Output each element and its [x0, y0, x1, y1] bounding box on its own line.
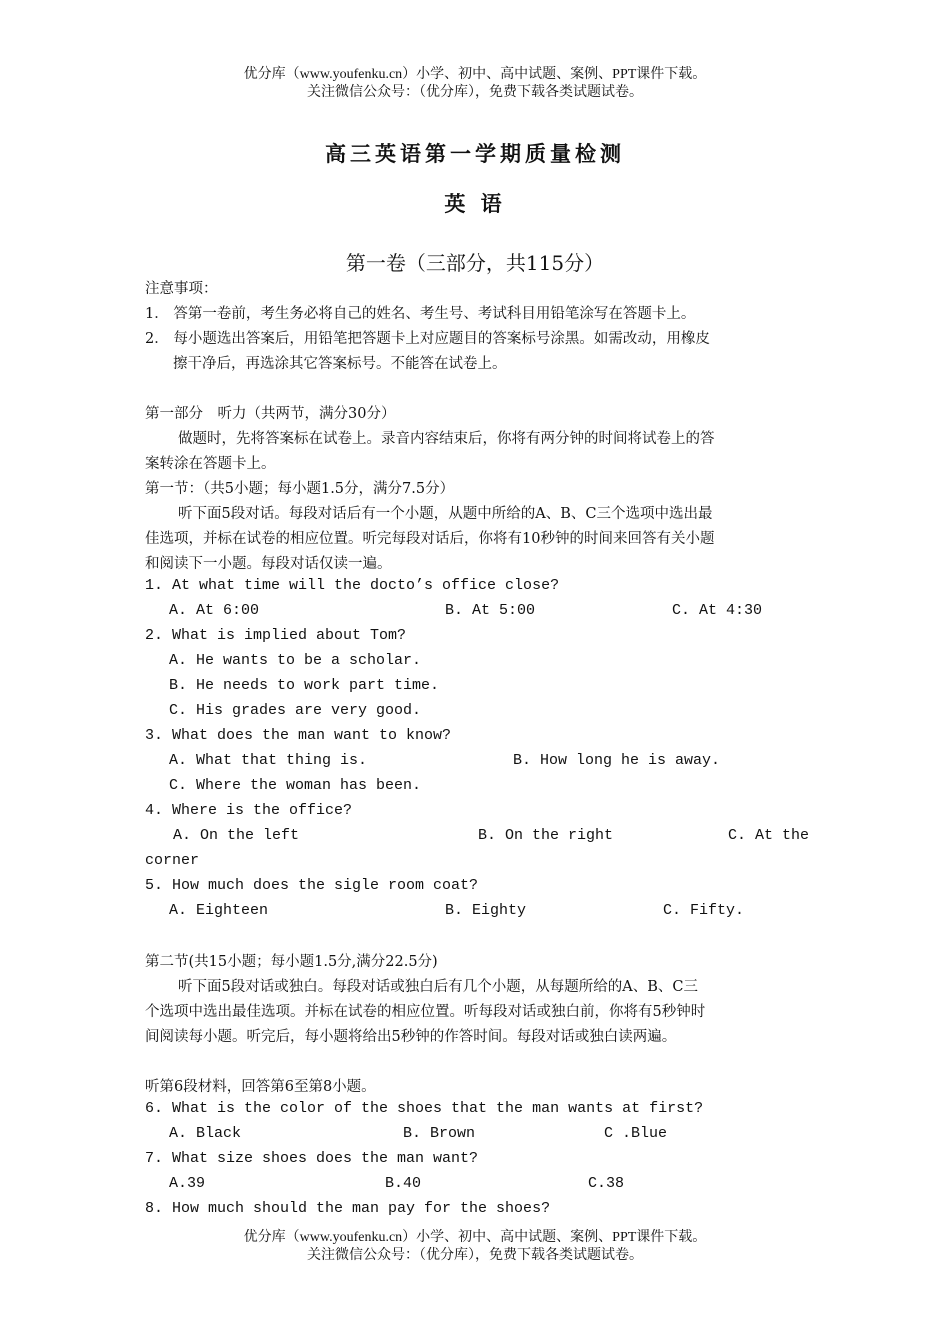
header-line-1: 优分库（www.youfenku.cn）小学、初中、高中试题、案例、PPT课件下载。: [243, 67, 707, 82]
section1-intro-cont-1: 佳选项，并标在试卷的相应位置。听完每段对话后，你将有10秒钟的时间来回答有关小题: [145, 531, 715, 547]
section2-intro-cont-1: 个选项中选出最佳选项。并标在试卷的相应位置。听每段对话或独白前，你将有5秒钟时: [145, 1004, 706, 1020]
section1-heading: 第一节：（共5小题；每小题1.5分，满分7.5分）: [145, 481, 455, 497]
question-8: 8. How much should the man pay for the shoes?: [145, 1200, 551, 1217]
question-7: 7. What size shoes does the man want?: [145, 1150, 479, 1167]
q4-option-c-cont: corner: [145, 852, 200, 869]
q5-option-a: A. Eighteen: [169, 902, 269, 919]
part1-intro-cont: 案转涂在答题卡上。: [145, 456, 276, 472]
footer-line-1: 优分库（www.youfenku.cn）小学、初中、高中试题、案例、PPT课件下载。: [243, 1230, 707, 1245]
q7-option-b: B.40: [385, 1175, 422, 1192]
q3-option-a: A. What that thing is.: [169, 752, 368, 769]
question-2: 2. What is implied about Tom?: [145, 627, 407, 644]
q4-option-b: B. On the right: [478, 827, 614, 844]
exam-title: 高三英语第一学期质量检测: [325, 142, 625, 166]
q5-option-c: C. Fifty.: [663, 902, 745, 919]
question-4: 4. Where is the office?: [145, 802, 353, 819]
q6-option-b: B. Brown: [403, 1125, 476, 1142]
notes-item-1: 1． 答第一卷前，考生务必将自己的姓名、考生号、考试科目用铅笔涂写在答题卡上。: [145, 306, 696, 322]
section2-intro: 听下面5段对话或独白。每段对话或独白后有几个小题，从每题所给的A、B、C三: [178, 979, 698, 995]
header-line-2: 关注微信公众号：（优分库），免费下载各类试题试卷。: [307, 85, 643, 100]
q1-option-c: C. At 4:30: [672, 602, 763, 619]
question-5: 5. How much does the sigle room coat?: [145, 877, 479, 894]
q4-option-a: A. On the left: [173, 827, 300, 844]
question-1: 1. At what time will the docto’s office close?: [145, 577, 560, 594]
q7-option-a: A.39: [169, 1175, 206, 1192]
q6-option-c: C .Blue: [604, 1125, 668, 1142]
q3-option-c: C. Where the woman has been.: [169, 777, 422, 794]
q6-option-a: A. Black: [169, 1125, 242, 1142]
material-6-heading: 听第6段材料，回答第6至第8小题。: [145, 1079, 376, 1095]
part1-heading: 第一部分 听力（共两节，满分30分）: [145, 406, 396, 422]
q2-option-c: C. His grades are very good.: [169, 702, 422, 719]
notes-heading: 注意事项：: [145, 281, 218, 297]
notes-item-2-cont: 擦干净后，再选涂其它答案标号。不能答在试卷上。: [173, 356, 507, 372]
q1-option-a: A. At 6:00: [169, 602, 260, 619]
volume-title: 第一卷（三部分，共115分）: [345, 251, 605, 275]
q2-option-b: B. He needs to work part time.: [169, 677, 440, 694]
part1-intro: 做题时，先将答案标在试卷上。录音内容结束后，你将有两分钟的时间将试卷上的答: [178, 431, 715, 447]
footer-line-2: 关注微信公众号：（优分库），免费下载各类试题试卷。: [307, 1248, 643, 1263]
question-6: 6. What is the color of the shoes that the man wants at first?: [145, 1100, 704, 1117]
section1-intro-cont-2: 和阅读下一小题。每段对话仅读一遍。: [145, 556, 392, 572]
q2-option-a: A. He wants to be a scholar.: [169, 652, 422, 669]
q1-option-b: B. At 5:00: [445, 602, 536, 619]
q7-option-c: C.38: [588, 1175, 625, 1192]
q3-option-b: B. How long he is away.: [513, 752, 721, 769]
section1-intro: 听下面5段对话。每段对话后有一个小题，从题中所给的A、B、C三个选项中选出最: [178, 506, 713, 522]
q5-option-b: B. Eighty: [445, 902, 527, 919]
section2-heading: 第二节(共15小题；每小题1.5分,满分22.5分): [145, 954, 438, 970]
subject-title: 英 语: [444, 192, 506, 216]
q4-option-c: C. At the: [728, 827, 810, 844]
question-3: 3. What does the man want to know?: [145, 727, 452, 744]
notes-item-2: 2． 每小题选出答案后，用铅笔把答题卡上对应题目的答案标号涂黑。如需改动，用橡皮: [145, 331, 710, 347]
section2-intro-cont-2: 间阅读每小题。听完后，每小题将给出5秒钟的作答时间。每段对话或独白读两遍。: [145, 1029, 677, 1045]
